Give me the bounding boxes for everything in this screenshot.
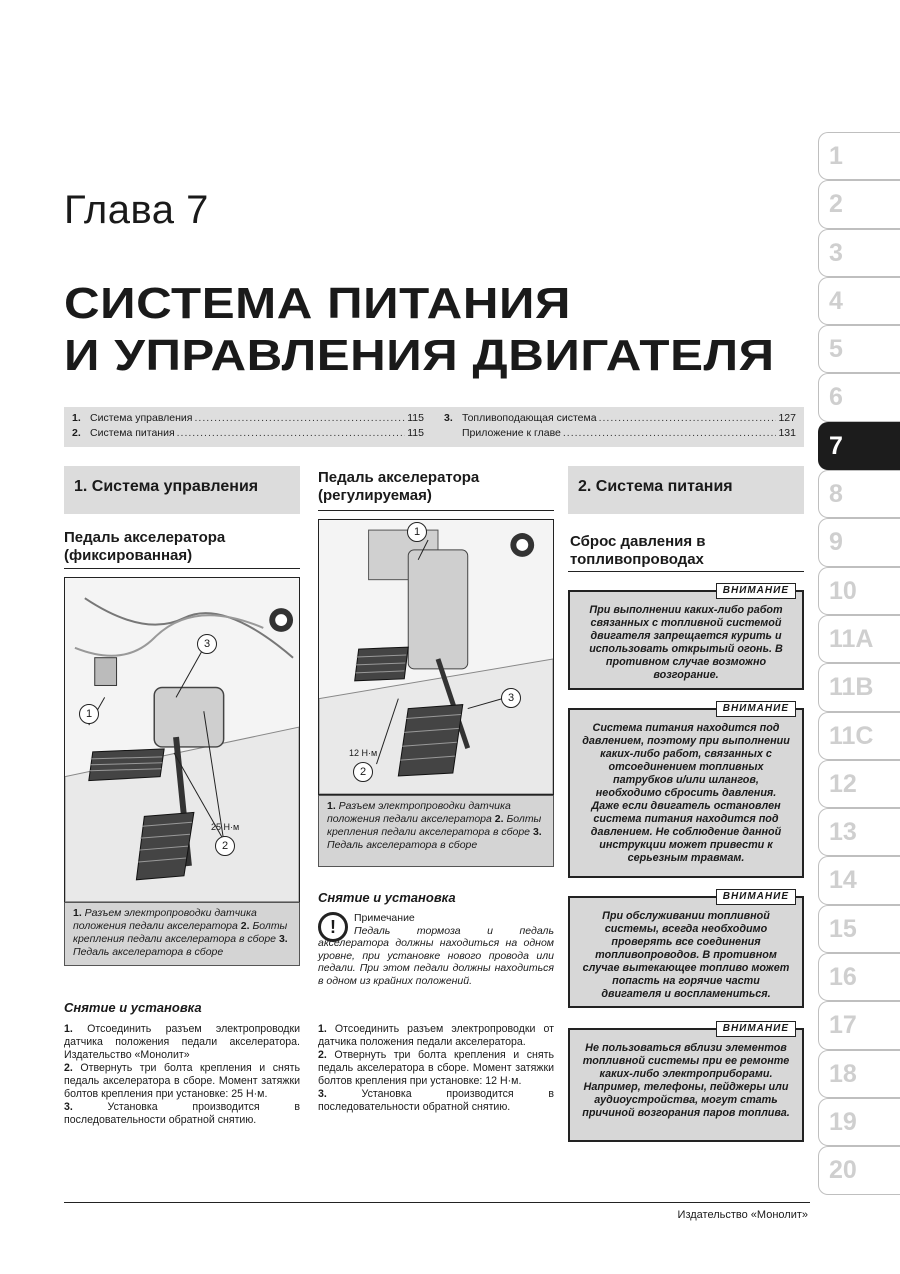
toc-entry-number: 1. <box>72 412 81 424</box>
caption-num: 2. <box>494 813 504 825</box>
note-block <box>318 912 554 1010</box>
page-title <box>64 278 848 382</box>
figure-adjustable-pedal <box>318 519 554 795</box>
torque-label: 25 Н·м <box>211 822 240 832</box>
title-line-2: И УПРАВЛЕНИЯ ДВИГАТЕЛЯ <box>64 331 775 380</box>
tab-chapter-11c[interactable]: 11C <box>818 712 900 760</box>
toc-leader <box>599 412 777 424</box>
note-text: Педаль тормоза и педаль акселератора должны находиться на одном уровне, при установке нового провода или педали. При этом педали должны находиться в одном из крайних положений. <box>318 924 554 987</box>
caption-text: Педаль акселератора в сборе <box>73 946 224 958</box>
tab-chapter-18[interactable]: 18 <box>818 1050 900 1098</box>
divider <box>568 571 804 572</box>
title-line-1: СИСТЕМА ПИТАНИЯ <box>64 279 571 328</box>
step <box>318 1088 554 1114</box>
toc-entry-page: 127 <box>778 412 796 424</box>
warning-tag: ВНИМАНИЕ <box>716 583 796 599</box>
warning-tag: ВНИМАНИЕ <box>716 701 796 717</box>
step-text: Установка производится в последовательности обратной снятию. <box>318 1088 554 1113</box>
tab-chapter-2[interactable]: 2 <box>818 180 900 228</box>
toc-entry[interactable] <box>72 427 424 442</box>
removal-steps <box>64 1023 300 1127</box>
step <box>64 1023 300 1062</box>
toc-entry[interactable] <box>72 412 424 427</box>
warning-text: Система питания находится под давлением, поэтому при выполнении каких-либо работ, связанных с отсоединением топливных патрубков и/или шлангов, необходимо сбросить давления. Даже если двигатель остановлен система питания находится под давлением. Не соблюдение данной инструкции может привести к серьезным травмам. <box>582 722 790 864</box>
torque-label: 12 Н·м <box>349 748 378 758</box>
toc-entry-label: Приложение к главе <box>462 427 561 439</box>
removal-steps <box>318 1023 554 1114</box>
callout-1: 1 <box>407 522 427 542</box>
toc-entry-number: 2. <box>72 427 81 439</box>
warning-box <box>568 585 804 690</box>
step-text: Отвернуть три болта крепления и снять педаль акселератора в сборе. Момент затяжки болтов крепления при установке: 12 Н·м. <box>318 1049 554 1087</box>
step-text: Отсоединить разъем электропроводки датчика положения педали акселератора. Издательство «Монолит» <box>64 1023 300 1061</box>
warning-text: При выполнении каких-либо работ связанных с топливной системой двигателя запрещается курить и использовать открытый огонь. В противном случае возможно возгорание. <box>589 604 783 681</box>
tab-chapter-1[interactable]: 1 <box>818 132 900 180</box>
caption-text: Разъем электропроводки датчика положения педали акселератора <box>73 907 257 932</box>
tab-chapter-7[interactable]: 7 <box>818 422 900 470</box>
warning-box <box>568 703 804 878</box>
callout-1: 1 <box>79 704 99 724</box>
section-heading-control: 1. Система управления <box>64 466 300 514</box>
toc-entry-page: 115 <box>407 412 424 424</box>
tab-chapter-6[interactable]: 6 <box>818 373 900 421</box>
footer-divider <box>64 1202 810 1203</box>
step-text: Установка производится в последовательности обратной снятию. <box>64 1101 300 1126</box>
step-number: 3. <box>64 1101 73 1113</box>
callout-3: 3 <box>501 688 521 708</box>
step <box>318 1049 554 1088</box>
step <box>64 1062 300 1101</box>
tab-chapter-15[interactable]: 15 <box>818 905 900 953</box>
tab-chapter-11a[interactable]: 11A <box>818 615 900 663</box>
toc-entry-label: Система питания <box>90 427 175 439</box>
figure-caption-adjustable <box>318 795 554 867</box>
tab-chapter-4[interactable]: 4 <box>818 277 900 325</box>
toc-left-column <box>72 412 424 442</box>
caption-num: 1. <box>327 800 336 812</box>
warning-tag: ВНИМАНИЕ <box>716 889 796 905</box>
tab-chapter-14[interactable]: 14 <box>818 856 900 904</box>
step <box>64 1101 300 1127</box>
figure-caption-fixed <box>64 902 300 966</box>
step-number: 2. <box>64 1062 73 1074</box>
tab-chapter-5[interactable]: 5 <box>818 325 900 373</box>
callout-2: 2 <box>215 836 235 856</box>
table-of-contents <box>64 407 804 447</box>
tab-chapter-16[interactable]: 16 <box>818 953 900 1001</box>
subheading-fixed-pedal: Педаль акселератора (фиксированная) <box>64 529 226 564</box>
toc-entry-label: Система управления <box>90 412 193 424</box>
warning-icon: ! <box>318 912 348 942</box>
removal-heading: Снятие и установка <box>64 1000 202 1015</box>
step-number: 1. <box>318 1023 327 1035</box>
tab-chapter-8[interactable]: 8 <box>818 470 900 518</box>
toc-entry-number: 3. <box>444 412 453 424</box>
warning-text: Не пользоваться вблизи элементов топливной системы при ее ремонте каких-либо электроприборами. Например, телефоны, пейджеры или аудиоустройства, могут стать причиной возгорания паров топлива. <box>582 1042 790 1119</box>
divider <box>318 510 554 511</box>
subheading-adjustable-pedal: Педаль акселератора (регулируемая) <box>318 469 480 504</box>
tab-chapter-13[interactable]: 13 <box>818 808 900 856</box>
step-number: 2. <box>318 1049 327 1061</box>
tab-chapter-10[interactable]: 10 <box>818 567 900 615</box>
callout-3: 3 <box>197 634 217 654</box>
toc-entry[interactable] <box>444 427 796 442</box>
step <box>318 1023 554 1049</box>
tab-chapter-3[interactable]: 3 <box>818 229 900 277</box>
warning-box <box>568 891 804 1008</box>
step-number: 1. <box>64 1023 73 1035</box>
subheading-pressure-release: Сброс давления в топливопроводах <box>570 533 706 568</box>
caption-num: 3. <box>532 826 542 838</box>
tab-chapter-19[interactable]: 19 <box>818 1098 900 1146</box>
caption-text: Педаль акселератора в сборе <box>327 839 478 851</box>
caption-num: 1. <box>73 907 82 919</box>
step-text: Отсоединить разъем электропроводки от датчика положения педали акселератора. <box>318 1023 554 1048</box>
figure-fixed-pedal <box>64 577 300 903</box>
step-text: Отвернуть три болта крепления и снять педаль акселератора в сборе. Момент затяжки болтов крепления при установке: 25 Н·м. <box>64 1062 300 1100</box>
chapter-label: Глава 7 <box>64 188 209 232</box>
warning-text: При обслуживании топливной системы, всегда необходимо проверять все соединения топливопроводов. В противном случае вытекающее топливо может попасть на горячие части двигателя и воспламениться. <box>582 910 790 1000</box>
toc-right-column <box>444 412 796 442</box>
step-number: 3. <box>318 1088 327 1100</box>
tab-chapter-11b[interactable]: 11B <box>818 663 900 711</box>
footer-publisher: Издательство «Монолит» <box>677 1209 808 1221</box>
caption-num: 2. <box>240 920 250 932</box>
fixed-pedal-illustration <box>65 578 299 902</box>
callout-2: 2 <box>353 762 373 782</box>
divider <box>64 568 300 569</box>
toc-leader <box>563 427 777 439</box>
removal-heading: Снятие и установка <box>318 890 456 905</box>
toc-leader <box>177 427 406 439</box>
chapter-tabs <box>818 132 900 1195</box>
tab-chapter-20[interactable]: 20 <box>818 1146 900 1194</box>
caption-num: 3. <box>278 933 288 945</box>
toc-entry-page: 115 <box>407 427 424 439</box>
warning-tag: ВНИМАНИЕ <box>716 1021 796 1037</box>
toc-entry-label: Топливоподающая система <box>462 412 597 424</box>
caption-text: Разъем электропроводки датчика положения педали акселератора <box>327 800 511 825</box>
section-heading-fuel: 2. Система питания <box>568 466 804 514</box>
toc-leader <box>194 412 405 424</box>
tab-chapter-12[interactable]: 12 <box>818 760 900 808</box>
warning-box <box>568 1023 804 1142</box>
caption-text: Болты крепления педали акселератора в сборе <box>73 920 288 945</box>
note-title: Примечание <box>354 912 415 924</box>
caption-text: Болты крепления педали акселератора в сборе <box>327 813 542 838</box>
toc-entry[interactable] <box>444 412 796 427</box>
tab-chapter-9[interactable]: 9 <box>818 518 900 566</box>
toc-entry-page: 131 <box>778 427 796 439</box>
tab-chapter-17[interactable]: 17 <box>818 1001 900 1049</box>
